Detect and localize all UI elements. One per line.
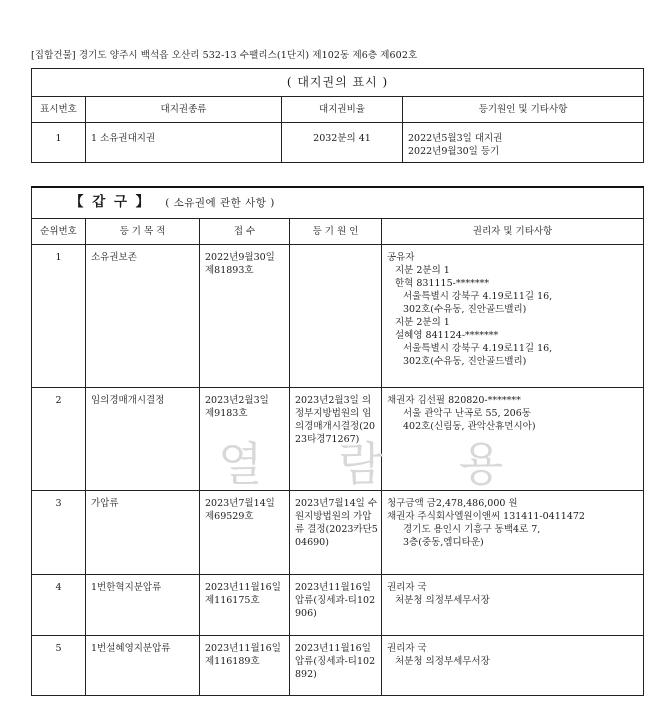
column-header: 순위번호 [32, 219, 86, 245]
column-header: 대지권종류 [86, 97, 282, 123]
land-right-type: 1 소유권대지권 [86, 123, 282, 163]
column-header: 권리자 및 기타사항 [382, 219, 644, 245]
gap-section-title: 【 갑 구 】 ( 소유권에 관한 사항 ) [32, 187, 644, 219]
receipt: 2023년11월16일 제116175호 [200, 575, 290, 636]
registration-cause: 2023년11월16일 압류(징세과-티102906) [290, 575, 382, 636]
receipt: 2023년2월3일 제9183호 [200, 388, 290, 491]
registration-cause: 2023년11월16일 압류(징세과-티102892) [290, 636, 382, 696]
rank-number: 4 [32, 575, 86, 636]
registration-cause: 2023년7월14일 수원지방법원의 가압류 결정(2023카단504690) [290, 491, 382, 575]
rights-holder-details: 권리자 국 처분청 의정부세무서장 [382, 575, 644, 636]
rights-holder-details: 청구금액 금2,478,486,000 원 채권자 주식회사엘원이앤씨 131411-0411472 경기도 용인시 기흥구 동백4로 7, 3층(중동,엠디타운) [382, 491, 644, 575]
gap-section-subtitle: ( 소유권에 관한 사항 ) [165, 197, 275, 209]
land-right-ratio: 2032분의 41 [282, 123, 403, 163]
table-row [32, 245, 644, 388]
viewing-watermark: 열 람 용 [218, 437, 554, 491]
table-row [32, 575, 644, 636]
registration-notes: 2022년5월3일 대지권 2022년9월30일 등기 [403, 123, 644, 163]
rank-number: 3 [32, 491, 86, 575]
receipt: 2023년7월14일 제69529호 [200, 491, 290, 575]
receipt: 2023년11월16일 제116189호 [200, 636, 290, 696]
rights-holder-details: 권리자 국 처분청 의정부세무서장 [382, 636, 644, 696]
document-header: [집합건물] 경기도 양주시 백석읍 오산리 532-13 수팰리스(1단지) 제102동 제6층 제602호 [31, 50, 418, 61]
registration-purpose: 임의경매개시결정 [86, 388, 200, 491]
column-header: 대지권비율 [282, 97, 403, 123]
registration-cause: 2023년2월3일 의정부지방법원의 임의경매개시결정(2023타경71267) [290, 388, 382, 491]
receipt: 2022년9월30일 제81893호 [200, 245, 290, 388]
column-header: 등 기 원 인 [290, 219, 382, 245]
registration-cause [290, 245, 382, 388]
table-row [32, 636, 644, 696]
registration-purpose: 1번설혜영지분압류 [86, 636, 200, 696]
registration-purpose: 가압류 [86, 491, 200, 575]
table-row [32, 491, 644, 575]
table-row [32, 123, 644, 163]
column-header: 접 수 [200, 219, 290, 245]
column-header: 등기원인 및 기타사항 [403, 97, 644, 123]
column-header: 등 기 목 적 [86, 219, 200, 245]
land-rights-table [31, 68, 644, 163]
column-header: 표시번호 [32, 97, 86, 123]
registration-purpose: 1번한혁지분압류 [86, 575, 200, 636]
land-section-title: ( 대지권의 표시 ) [32, 69, 644, 97]
rank-number: 2 [32, 388, 86, 491]
rights-holder-details: 공유자 지분 2분의 1 한혁 831115-******* 서울특별시 강북구 4.19로11길 16, 302호(수유동, 진안골드밸리) 지분 2분의 1 설혜영 841124-******* 서울특별시 강북구 4.19로11길 16, 302호(수유동, 진안골드밸리) [382, 245, 644, 388]
rank-number: 5 [32, 636, 86, 696]
rights-holder-details: 채권자 김선필 820820-******* 서울 관악구 난곡로 55, 206동 402호(신림동, 관악산휴먼시아) [382, 388, 644, 491]
registration-purpose: 소유권보존 [86, 245, 200, 388]
display-number: 1 [32, 123, 86, 163]
rank-number: 1 [32, 245, 86, 388]
